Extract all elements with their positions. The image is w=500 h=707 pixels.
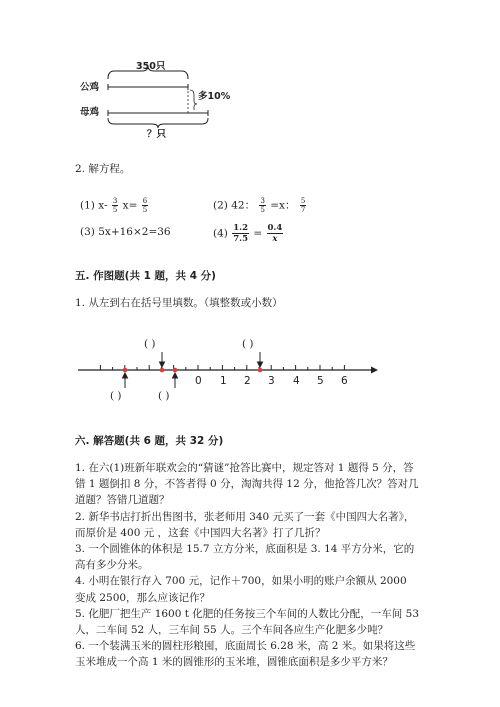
section6-questions	[75, 460, 420, 671]
eq2-fraction-1: $\frac{3}{5}$	[260, 197, 265, 214]
point-a	[123, 368, 128, 373]
total-label: 350只	[136, 61, 166, 72]
eq1-fraction-2: $\frac{6}{5}$	[142, 197, 148, 214]
q2-heading: 2. 解方程。	[75, 163, 131, 175]
diff-label: 多10%	[198, 91, 231, 102]
section5-q1: 1. 从左到右在括号里填数。（填整数或小数）	[75, 297, 283, 309]
section6-title: 六. 解答题(共 6 题，共 32 分)	[75, 435, 224, 447]
equation-2	[213, 197, 307, 214]
section5-title: 五. 作图题(共 1 题，共 4 分)	[75, 270, 216, 282]
eq1-number: (1)	[80, 199, 95, 212]
eq2-number: (2)	[213, 199, 228, 212]
up-arrow-icon	[173, 373, 178, 378]
tick-label: 5	[317, 375, 324, 387]
point-c	[173, 368, 178, 373]
equation-4	[213, 223, 284, 244]
eq2-part-a: 42：	[231, 199, 256, 212]
mu-label: 母鸡	[80, 107, 100, 118]
tick-label: 6	[341, 375, 348, 387]
eq2-part-b: =x：	[270, 199, 296, 212]
question-2: 2. 新华书店打折出售图书，张老师用 340 元买了一套《中国四大名著》，而原价是 400 元 ，这套《中国四大名著》打了几折？	[75, 510, 415, 539]
equation-1	[80, 197, 149, 214]
eq3-number: (3)	[80, 226, 95, 238]
eq4-number: (4)	[213, 227, 228, 240]
tick-label: 3	[268, 375, 275, 387]
eq1-part-b: x=	[122, 199, 138, 212]
tick-label: 1	[220, 375, 227, 387]
down-arrow-icon	[258, 362, 263, 367]
eq2-fraction-2: $\frac{5}{7}$	[300, 197, 306, 214]
question-3: 3. 一个圆锥体的体积是 15.7 立方分米，底面积是 3. 14 平方分米，它的高有多少分米。	[75, 543, 415, 572]
question-1: 1. 在六(1)班新年联欢会的“猜谜”抢答比赛中，规定答对 1 题得 5 分，答错 1 题倒扣 8 分，不答者得 0 分，淘淘共得 12 分，他抢答几次？答对几道题？答错几道题？	[75, 462, 419, 507]
tick-label: 2	[244, 375, 251, 387]
answer-blank[interactable]: ( )	[158, 390, 170, 402]
down-arrow-icon	[160, 362, 165, 367]
tick-label: 4	[293, 375, 300, 387]
question-5: 5. 化肥厂把生产 1600 t 化肥的任务按三个车间的人数比分配，一车间 53 人，二车间 52 人，三车间 55 人。三个车间各应生产化肥多少吨？	[75, 607, 420, 637]
question-label: ？只	[147, 129, 167, 140]
question-4: 4. 小明在银行存入 700 元，记作＋700，如果小明的账户余额从 2000 变成 2500，那么应该记作？	[75, 575, 407, 604]
answer-blank[interactable]: ( )	[144, 338, 156, 350]
eq1-part-a: x-	[98, 199, 108, 212]
gong-label: 公鸡	[80, 82, 100, 93]
point-b	[160, 368, 165, 373]
eq4-equals: =	[253, 227, 263, 240]
equation-3	[80, 225, 171, 239]
bar-diagram-lines	[0, 0, 500, 150]
question-6: 6. 一个装满玉米的圆柱形粮囤，底面周长 6.28 米，高 2 米。如果将这些玉米堆成一个高 1 米的圆锥形的玉米堆，圆锥底面积是多少平方米？	[75, 640, 416, 669]
up-arrow-icon	[123, 373, 128, 378]
eq4-fraction-1: $\frac{1.2}{7.5}$	[233, 223, 249, 244]
answer-blank[interactable]: ( )	[242, 338, 254, 350]
eq1-fraction-1: $\frac{3}{5}$	[112, 197, 118, 214]
answer-blank[interactable]: ( )	[110, 390, 122, 402]
eq4-fraction-2: $\frac{0.4}{x}$	[267, 223, 283, 244]
point-d	[258, 368, 263, 373]
eq3-text: 5x+16×2=36	[98, 226, 171, 238]
tick-label: 0	[195, 375, 202, 387]
